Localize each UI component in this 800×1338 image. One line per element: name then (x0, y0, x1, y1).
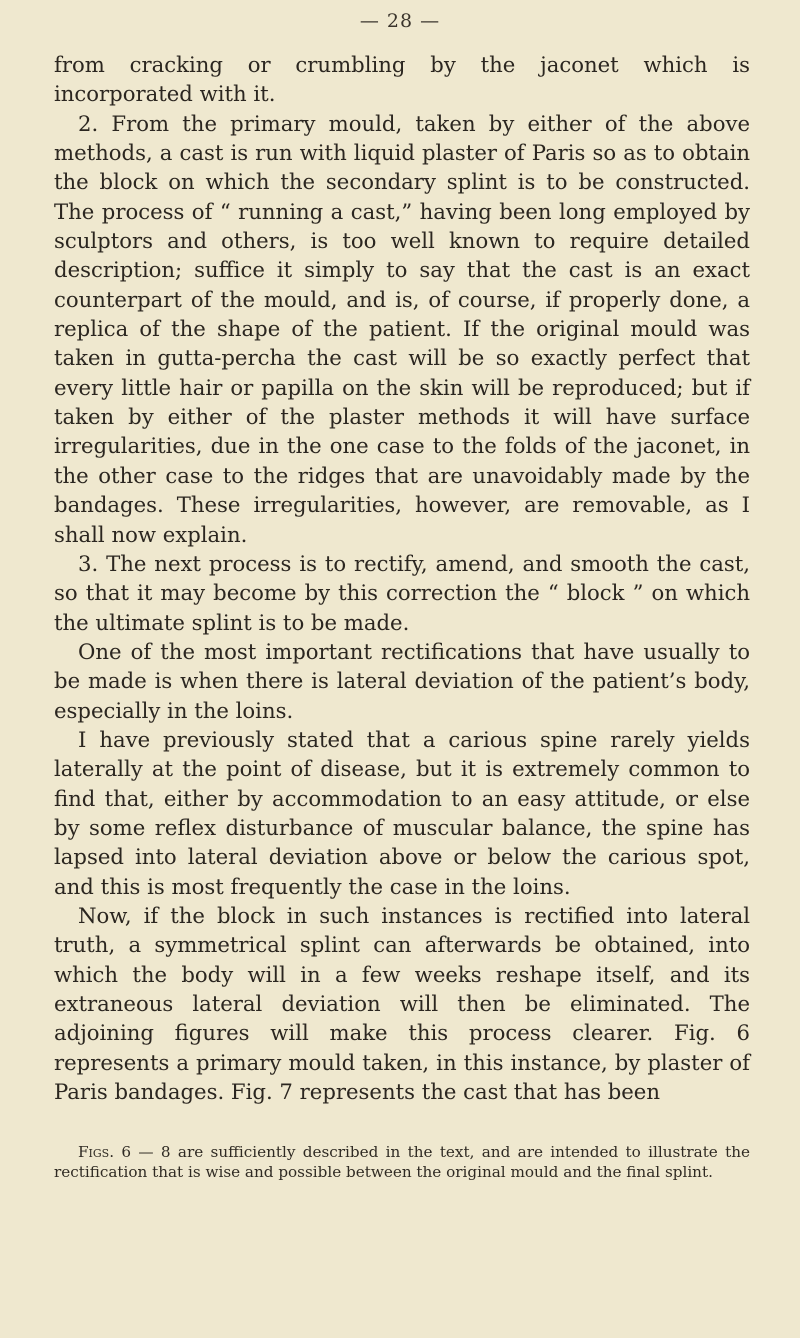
paragraph-rectifications: One of the most important rectifications that have usually to be made is when there is lateral deviation of the patient’s body, especially in the loins. (54, 638, 750, 723)
paragraph-carious-spine: I have previously stated that a carious spine rarely yields laterally at the point of disease, but it is extremely common to find that, either by accommodation to an easy attitude, or else by some reflex disturbance of muscular balance, the spine has lapsed into lateral deviation above or below the carious spot, and this is most frequently the case in the loins. (54, 726, 750, 899)
footnote-label: Figs. (78, 1143, 115, 1161)
paragraph-block-rectified: Now, if the block in such instances is rectified into lateral truth, a symmetrical splint can afterwards be obtained, into which the body will in a few weeks reshape itself, and its extraneous lateral deviation will then be eliminated. The adjoining figures will make this process clearer. Fig. 6 represents a primary mould taken, in this instance, by plaster of Paris bandages. Fig. 7 represents the cast that has been (54, 902, 750, 1105)
paragraph-step-2: 2. From the primary mould, taken by either of the above methods, a cast is run with liquid plaster of Paris so as to obtain the block on which the secondary splint is to be constructed. The process of “ running a cast,” having been long employed by sculptors and others, is too well known to require detailed description; suffice it simply to say that the cast is an exact counterpart of the mould, and is, of course, if properly done, a replica of the shape of the patient. If the original mould was taken in gutta-percha the cast will be so exactly perfect that every little hair or papilla on the skin will be reproduced; but if taken by either of the plaster methods it will have surface irregularities, due in the one case to the folds of the jaconet, in the other case to the ridges that are unavoidably made by the bandages. These irregularities, however, are removable, as I shall now explain. (54, 110, 750, 547)
figure-footnote (54, 1142, 750, 1182)
paragraph-step-3: 3. The next process is to rectify, amend, and smooth the cast, so that it may become by this correction the “ block ” on which the ultimate splint is to be made. (54, 550, 750, 635)
paragraph-continuation: from cracking or crumbling by the jaconet which is incorporated with it. (54, 52, 750, 107)
body-text (54, 50, 750, 1106)
page-number: — 28 — (359, 10, 441, 32)
footnote-text: 6 — 8 are sufficiently described in the text, and are intended to illustrate the rectification that is wise and possible between the original mould and the final splint. (54, 1143, 750, 1181)
